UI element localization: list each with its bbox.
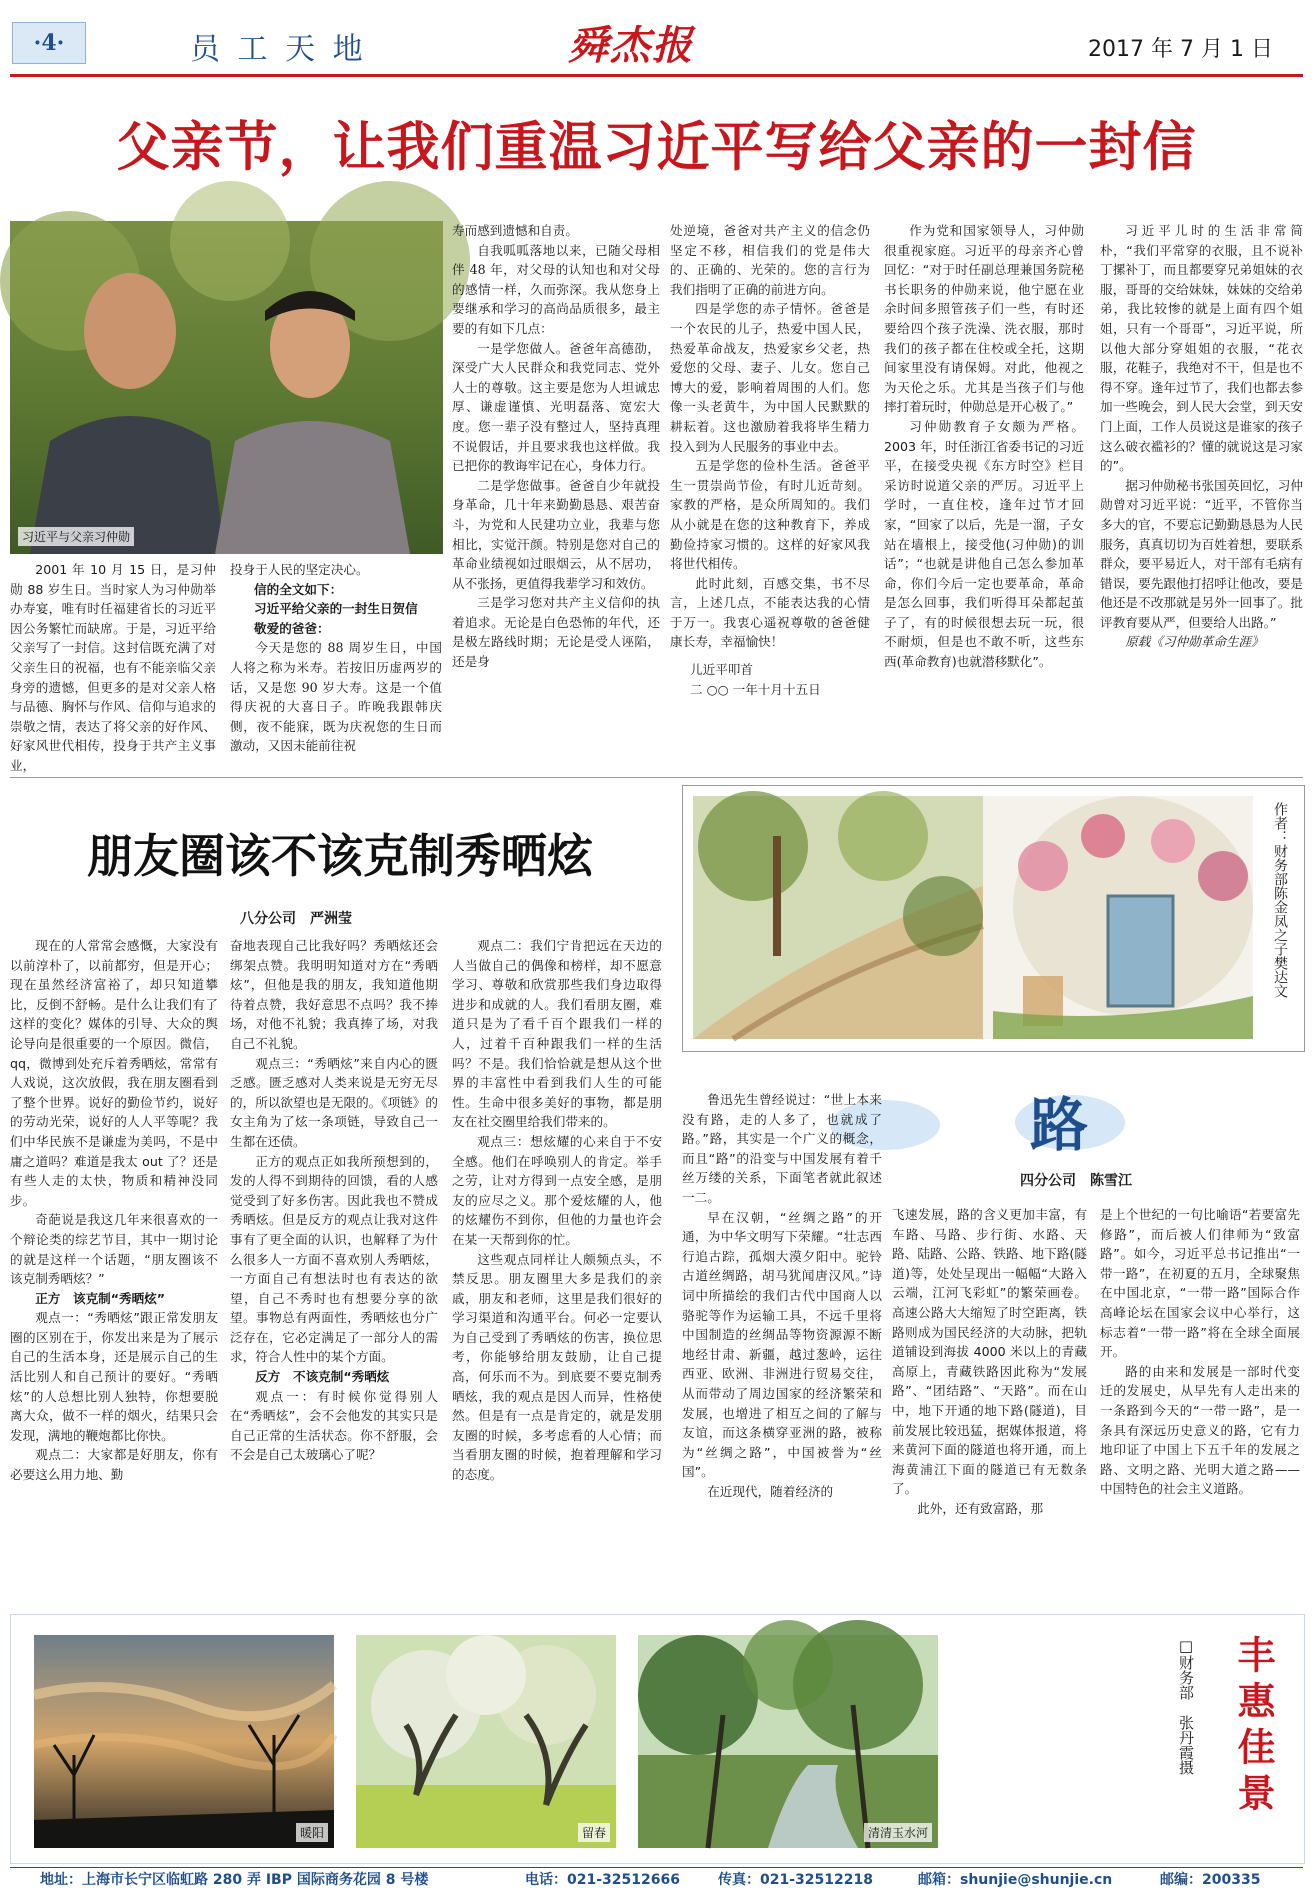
paragraph: 观点三：“秀晒炫”来自内心的匮乏感。匮乏感对人类来说是无穷无尽的，所以欲望也是无限的。《项链》的女主角为了炫一条项链，导致自己一生都在还债。 — [230, 1055, 438, 1149]
paragraph: 奇葩说是我这几年来很喜欢的一个辩论类的综艺节目，其中一期讨论的就是这样一个话题，“朋友圈该不该克制秀晒炫？” — [10, 1212, 218, 1287]
article3-headline: 路 — [1030, 1091, 1089, 1159]
letter-title: 习近平给父亲的一封生日贺信 — [254, 601, 418, 617]
paragraph: 二是学您做事。爸爸自少年就投身革命，几十年来勤勤恳恳、艰苦奋斗，为党和人民建功立业，我辈与您相比，实觉汗颜。特别是您对自己的革命业绩视如过眼烟云，从不居功，从不张扬，更值得我辈学习和效仿。 — [452, 477, 660, 591]
footer-address: 地址：上海市长宁区临虹路 280 弄 IBP 国际商务花园 8 号楼 — [40, 1872, 429, 1888]
letter-date: 二 ○○ 一年十月十五日 — [690, 681, 821, 697]
article2-headline: 朋友圈该不该克制秀晒炫 — [87, 829, 593, 883]
river-image — [638, 1635, 938, 1848]
footer-fax: 传真：021-32512218 — [718, 1872, 873, 1888]
watercolor-painting — [693, 796, 1253, 1039]
paragraph: 此外，还有致富路，那 — [917, 1500, 1044, 1516]
paragraph: 四是学您的赤子情怀。爸爸是一个农民的儿子，热爱中国人民，热爱革命战友，热爱家乡父老，热爱您的父母、妻子、儿女。您自己博大的爱，影响着周围的人们。您像一头老黄牛，为中国人民默默的耕耘着。这也激励着我将毕生精力投入到为人民服务的事业中去。 — [670, 301, 870, 454]
subheading: 反方 不该克制“秀晒炫 — [255, 1369, 390, 1385]
photo-credit: □财务部 张丹霞摄 — [1177, 1637, 1195, 1775]
paragraph: 投身于人民的坚定决心。 — [230, 562, 369, 577]
paragraph: 观点二：我们宁肯把远在天边的人当做自己的偶像和榜样，却不愿意学习、尊敬和欣赏那些我们身边取得进步和成就的人。我们看朋友圈，难道只是为了看千百个跟我们一样的人，过着千百种跟我们一样的生活吗？不是。我们恰恰就是想从这个世界的丰富性中看到我们人生的可能性。生命中很多美好的事物，都是朋友在社交圈里给我们带来的。 — [452, 938, 662, 1130]
father-son-photo-image — [10, 221, 443, 554]
photo-caption: 暖阳 — [296, 1823, 328, 1842]
article3-col2 — [892, 1205, 1087, 1646]
article2-col3 — [452, 936, 662, 1646]
paragraph: 据习仲勋秘书张国英回忆，习仲勋曾对习近平说：“近平，不管你当多大的官，不要忘记勤勤恳恳为人民服务，真真切切为百姓着想，要联系群众，要平易近人，对干部有毛病有错误，要先跟他打招呼让他改，要是他还是不改那就是另外一回事了。批评教育要从严，但要给人出路。” — [1100, 477, 1303, 630]
masthead-logo: 舜杰报 — [568, 22, 694, 69]
paragraph: 现在的人常常会感慨，大家没有以前淳朴了，以前都穷，但是开心；现在虽然经济富裕了，却只知道攀比，反倒不舒畅。是什么让我们有了这样的变化？媒体的引导、大众的舆论导向是很重要的一个原因。微信，qq，微博到处充斥着秀晒炫，常常有人戏说，这次放假，我在朋友圈看到了整个世界。说好的勤俭节约，说好的劳动光荣，说好的人人平等呢？我们中华民族不是谦虚为美吗，不是中庸之道吗？难道是我太 out 了？还是有些人走的太快，物质和精神没同步。 — [10, 938, 218, 1208]
letter-heading: 信的全文如下： — [254, 581, 343, 597]
paragraph: 早在汉朝，“丝绸之路”的开通，为中华文明写下荣耀。“壮志西行追古踪，孤烟大漠夕阳中。驼铃古道丝绸路，胡马犹闻唐汉风。”诗词中所描绘的我们古代中国商人以骆驼等作为运输工具，不远千里将中国制造的丝绸品等物资源源不断地经甘肃、新疆，越过葱岭，运往西亚、欧洲、非洲进行贸易交往，从而带动了周边国家的经济繁荣和发展，也增进了相互之间的了解与友谊，而这条横穿亚洲的路，被称为“丝绸之路”，中国被誉为“丝国”。 — [682, 1209, 882, 1480]
article1-col2 — [230, 560, 442, 760]
paragraph: 作为党和国家领导人，习仲勋很重视家庭。习近平的母亲齐心曾回忆：“对于时任副总理兼国务院秘书长职务的仲勋来说，他宁愿在业余时间多照管孩子们一些，有时还要给四个孩子洗澡、洗衣服，那时我们的孩子都在住校或全托，这期间家里没有请保姆。对此，他视之为天伦之乐。尤其是当孩子们与他摔打着玩时，仲勋总是开心极了。” — [884, 223, 1084, 415]
painting-credit: 作者：财务部陈金凤之子樊达文 — [1272, 802, 1288, 998]
paragraph: 寿而感到遗憾和自责。 — [452, 223, 578, 238]
page-header — [0, 0, 1313, 82]
paragraph: 正方的观点正如我所预想到的，发的人得不到期待的回馈，看的人感觉受到了好多伤害。因此我也不赞成秀晒炫。但是反方的观点让我对这件事有了更全面的认识，也解释了为什么很多人一方面不喜欢别人秀晒炫，一方面自己有想法时也有表达的欲望，自己不秀时也有想要分享的欲望。事物总有两面性，秀晒炫也分广泛存在，它必定满足了一部分人的需求，符合人性中的某个方面。 — [230, 1153, 438, 1365]
subheading: 正方 该克制“秀晒炫” — [35, 1290, 166, 1306]
paragraph: 飞速发展，路的含义更加丰富，有车路、马路、步行街、水路、天路、陆路、公路、铁路、地下路(隧道)等，处处呈现出一幅幅“大路入云端，江河飞彩虹”的繁荣画卷。高速公路大大缩短了时空距离，铁路则成为国民经济的大动脉，把轨道铺设到海拔 4000 米以上的青藏高原上，青藏铁路因此称为“发展路”、“团结路”、“天路”。而在山中，地下开通的地下路(隧道)，目前发展比较迅猛，据媒体报道，将来黄河下面的隧道也将开通，而上海黄浦江下面的隧道已有无数条了。 — [892, 1207, 1087, 1497]
father-son-photo — [10, 221, 443, 554]
section-divider — [10, 777, 1303, 778]
photo-section-title: 丰惠佳景 — [1231, 1635, 1276, 1819]
photo-caption: 留春 — [578, 1823, 610, 1842]
paragraph: 鲁迅先生曾经说过：“世上本来没有路，走的人多了，也就成了路。”路，其实是一个广义的概念，而且“路”的沿变与中国发展有着千丝万缕的关系，下面笔者就此叙述一二。 — [682, 1092, 882, 1205]
header-rule — [10, 74, 1303, 77]
photo-spring — [356, 1635, 616, 1848]
article2-col1 — [10, 936, 218, 1646]
paragraph: 路的由来和发展是一部时代变迁的发展史，从早先有人走出来的一条路到今天的“一带一路”，是一条具有深远历史意义的路，它有力地印证了中国上下五千年的发展之路、文明之路、光明大道之路——中国特色的社会主义道路。 — [1100, 1363, 1300, 1497]
footer-phone: 电话：021-32512666 — [525, 1872, 680, 1888]
section-name: 员 工 天 地 — [190, 32, 367, 67]
paragraph: 观点三：想炫耀的心来自于不安全感。他们在呼唤别人的肯定。举手之劳，让对方得到一点安全感，是朋友的应尽之义。那个爱炫耀的人，他的炫耀伤不到你，但他的力量也许会在某一天帮到你的忙。 — [452, 1133, 662, 1247]
paragraph: 是上个世纪的一句比喻语“若要富先修路”，而后被人们律师为“致富路”。如今，习近平总书记推出“一带一路”，在初夏的五月，全球聚焦在中国北京，“一带一路”国际合作高峰论坛在国家会议中心举行，这标志着“一带一路”将在全球全面展开。 — [1100, 1207, 1300, 1360]
photo-caption: 清清玉水河 — [864, 1823, 932, 1842]
letter-salutation: 敬爱的爸爸： — [254, 620, 330, 636]
column-rule — [442, 221, 443, 761]
paragraph: 观点二：大家都是好朋友，你有必要这么用力地、勤 — [10, 1447, 218, 1483]
article3-col3 — [1100, 1205, 1300, 1646]
letter-signature: 儿近平叩首 — [690, 662, 753, 678]
paragraph: 2001 年 10 月 15 日，是习仲勋 88 岁生日。当时家人为习仲勋举办寿宴，唯有时任福建省长的习近平因公务繁忙而缺席。于是，习近平给父亲写了一封信。这封信既充满了对父亲生日的祝福，也有不能亲临父亲身旁的遗憾，但更多的是对父亲人格与品德、胸怀与作风、信仰与追求的崇敬之情，表达了将父亲的好作风、好家风世代相传，投身于共产主义事业， — [10, 562, 216, 773]
paragraph: 奋地表现自己比我好吗？秀晒炫还会绑架点赞。我明明知道对方在“秀晒炫”，但他是我的朋友，我知道他期待着点赞，我好意思不点吗？我不捧场，对他不礼貌；我真捧了场，对我自己不礼貌。 — [230, 938, 438, 1051]
article1-col3 — [452, 221, 660, 761]
footer — [0, 1867, 1313, 1887]
painting-frame — [682, 785, 1305, 1052]
paragraph: 一是学您做人。爸爸年高德劭，深受广大人民群众和我党同志、党外人士的尊敬。这主要是您为人坦诚忠厚、谦虚谨慎、光明磊落、宽宏大度。您一辈子没有整过人，坚持真理不说假话，并且要求我也这样做。我已把你的教诲牢记在心，身体力行。 — [452, 340, 660, 474]
issue-date: 2017 年 7 月 1 日 — [1088, 37, 1273, 62]
article1-col6 — [1100, 221, 1303, 761]
paragraph: 在近现代，随着经济的 — [707, 1483, 834, 1499]
paragraph: 观点一：“秀晒炫”跟正常发朋友圈的区别在于，你发出来是为了展示自己的生活本身，还是展示自己的生活比别人和自己预计的要好。“秀晒炫”的人总想比别人独特，你想要脱离大众，做不一样的烟火，结果只会发现，满地的鞭炮都比你快。 — [10, 1310, 218, 1443]
article1-col5 — [884, 221, 1084, 761]
sunset-image — [34, 1635, 334, 1848]
footer-email: 邮箱：shunjie@shunjie.cn — [918, 1872, 1113, 1888]
article2-byline: 八分公司 严洲莹 — [240, 911, 352, 927]
article1-col1 — [10, 560, 216, 773]
paragraph: 自我呱呱落地以来，已随父母相伴 48 年，对父母的认知也和对父母的感情一样，久而弥深。我从您身上要继承和学习的高尚品质很多，最主要的有如下几点： — [452, 242, 660, 336]
paragraph: 这些观点同样让人颇频点头，不禁反思。朋友圈里大多是我们的亲戚，朋友和老师，这里是我们很好的学习渠道和沟通平台。何必一定要认为自己受到了秀晒炫的伤害，换位思考，你能够给朋友鼓励，让自己提高，何乐而不为。到底要不要克制秀晒炫，我的观点是因人而异，性格使然。但是有一点是肯定的，就是发朋友圈的时候，多考虑看的人心情；而当看朋友圈的时候，抱着理解和学习的态度。 — [452, 1251, 662, 1483]
article1-headline: 父亲节，让我们重温习近平写给父亲的一封信 — [116, 117, 1197, 178]
photo-caption: 习近平与父亲习仲勋 — [18, 527, 134, 546]
article3-byline: 四分公司 陈雪江 — [1020, 1173, 1132, 1189]
article2-col2 — [230, 936, 438, 1646]
page-number: ·4· — [12, 22, 86, 64]
photo-sunset — [34, 1635, 334, 1848]
article3-col1 — [682, 1090, 882, 1646]
article-source: 原载《习仲勋革命生涯》 — [1125, 634, 1264, 650]
paragraph: 此时此刻，百感交集，书不尽言，上述几点，不能表达我的心情于万一。我衷心遥祝尊敬的爸爸健康长寿，幸福愉快！ — [670, 575, 870, 650]
spring-image — [356, 1635, 616, 1848]
paragraph: 观点一：有时候你觉得别人在“秀晒炫”，会不会他发的其实只是自己正常的生活状态。你不舒服，会不会是自己太玻璃心了呢？ — [230, 1388, 438, 1463]
paragraph: 三是学习您对共产主义信仰的执着追求。无论是白色恐怖的年代，还是极左路线时期；无论是受人诬陷，还是身 — [452, 595, 660, 670]
article1-col4 — [670, 221, 870, 761]
paragraph: 处逆境，爸爸对共产主义的信念仍坚定不移，相信我们的党是伟大的、正确的、光荣的。您的言行为我们指明了正确的前进方向。 — [670, 223, 870, 297]
photo-river — [638, 1635, 938, 1848]
paragraph: 习近平儿时的生活非常简朴，“我们平常穿的衣服，且不说补丁摞补丁，而且都要穿兄弟姐妹的衣服，哥哥的交给妹妹，妹妹的交给弟弟，我比较惨的就是上面有四个姐姐，只有一个哥哥”，习近平说，所以他大部分穿姐姐的衣服，“花衣服，花鞋子，我绝对不干，但是也不得不穿。逢年过节了，我们也都去参加一些晚会，到人民大会堂，到天安门上面，工作人员说这是谁家的孩子这么破衣褴衫的？懂的就说这是习家的”。 — [1100, 223, 1303, 474]
paragraph: 今天是您的 88 周岁生日，中国人将之称为米寿。若按旧历虚两岁的话，又是您 90 岁大寿。这是一个值得庆祝的大喜日子。昨晚我跟韩庆侧，夜不能寐，既为庆祝您的生日而激动，又因未能前往祝 — [230, 640, 442, 754]
footer-postcode: 邮编：200335 — [1160, 1872, 1261, 1888]
paragraph: 习仲勋教育子女颇为严格。2003 年，时任浙江省委书记的习近平，在接受央视《东方时空》栏目采访时说道父亲的严厉。习近平上学时，一直住校，逢年过节才回家，“回家了以后，先是一溜，子女站在墙根上，接受他(习仲勋)的训话”；“也就是讲他自己怎么参加革命，你们今后一定也要革命，革命是怎么回事，我们听得耳朵都起茧子了，有的时候很想去玩一玩，很不耐烦，但是也不敢不听，这些东西(革命教育)也就潜移默化”。 — [884, 418, 1084, 670]
paragraph: 五是学您的俭朴生活。爸爸平生一贯崇尚节俭，有时儿近苛刻。家教的严格，是众所周知的。我们从小就是在您的这种教育下，养成勤俭持家习惯的。这样的好家风我将世代相传。 — [670, 458, 870, 572]
photo-strip — [10, 1614, 1305, 1864]
